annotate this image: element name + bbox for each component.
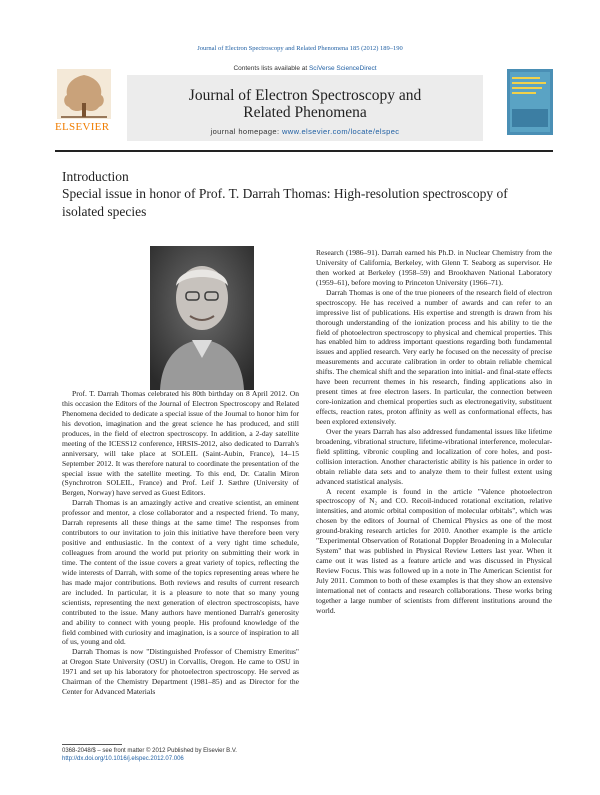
portrait-photo xyxy=(150,246,254,390)
journal-title xyxy=(127,87,483,121)
elsevier-tree-logo xyxy=(55,67,113,145)
journal-citation: Journal of Electron Spectroscopy and Related Phenomena 185 (2012) 189–190 xyxy=(197,45,403,52)
paragraph: Research (1986–91). Darrah earned his Ph.D. in Nuclear Chemistry from the University of California, Berkeley, with Glenn T. Seaborg as supervisor. He then worked at Berkeley (1958–59) and Brookhaven National Laboratory (1959–61), before moving to Princeton University (1966–71). xyxy=(316,248,552,287)
doi-link[interactable]: http://dx.doi.org/10.1016/j.elspec.2012.07.006 xyxy=(62,756,184,762)
header-center xyxy=(127,65,483,149)
paragraph: Prof. T. Darrah Thomas celebrated his 80th birthday on 8 April 2012. On this occasion the Editors of the Journal of Electron Spectroscopy and Related Phenomena decided to dedicate a special issue of the Journal to honor him for his devotion, imagination and the great science he has produced, and still produces, in the field of electron spectroscopy. In addition, a 2-day satellite meeting of the ICESS12 conference, HRSIS-2012, also dedicated to Darrah's anniversary, will take place at SOLEIL (Saint-Aubin, France), 14–15 September 2012. It was therefore natural to coordinate the presentation of the special issue with the satellite meeting. To this end, Dr. Catalin Miron (Synchrotron SOLEIL, France) and Prof. Leif J. Sæthre (University of Bergen, Norway) have served as Guest Editors. xyxy=(62,389,299,498)
journal-title-line1: Journal of Electron Spectroscopy and xyxy=(188,87,422,104)
article-title: Special issue in honor of Prof. T. Darrah Thomas: High-resolution spectroscopy of isolated species xyxy=(62,186,508,219)
paragraph: Darrah Thomas is one of the true pioneers of the research field of electron spectroscopy. He has received a number of awards and can refer to an impressive list of publications. His expertise and strength is drawn from his thorough understanding of the ionization process and his ability to tie the field of photoelectron spectroscopy to physical and chemical properties. This has enabled him to address important questions regarding both fundamental issues and applied research. Very early he focused on the necessity of precise measurements and accurate calibration in order to obtain reliable chemical shifts. The chemical shift and the separation into initial- and final-state effects have been recurrent themes in his research, finding applications also in present times at free electron lasers. In particular, the connection between core-ionization and chemical properties such as electronegativity, substituent effects, reaction rates, proton affinity as well as conformational effects, has been explored extensively. xyxy=(316,287,552,426)
journal-title-line2: Related Phenomena xyxy=(243,104,367,121)
paragraph: Darrah Thomas is now "Distinguished Professor of Chemistry Emeritus" at Oregon State University (OSU) in Corvallis, Oregon. He came to OSU in 1971 and set up his laboratory for photoelectron spectroscopy. He served as Chairman of the Chemistry Department (1981–85) and as Director for the Center for Advanced Materials xyxy=(62,647,299,697)
paragraph: A recent example is found in the article "Valence photoelectron spectroscopy of N₂ and CO. Recoil-induced rotational excitation, relative intensities, and atomic orbital composition of molecular orbitals", which was chosen by the editors of Journal of Chemical Physics as one of the most ground-braking research articles for 2010. Another example is the article "Experimental Observation of Rotational Doppler Broadening in a Molecular System" that was published in Physical Review Letters last year. When it came out it was listed as a feature article and was discussed in Physical Review Focus. This was followed up in a note in The American Scientist for July 2011. Common to both of these examples is that they show an extensive international net of contacts and research collaborations. These works bring together a large number of scientists from different institutions around the world. xyxy=(316,486,552,615)
header-rule xyxy=(55,150,553,152)
journal-header xyxy=(55,65,553,149)
article-type: Introduction xyxy=(62,169,129,184)
footer-rule xyxy=(62,744,122,745)
issn-line: 0368-2048/$ – see front matter © 2012 Published by Elsevier B.V. xyxy=(62,748,237,754)
journal-homepage xyxy=(127,127,483,136)
left-column xyxy=(62,389,299,697)
paragraph: Darrah Thomas is an amazingly active and creative scientist, an eminent professor and mentor, a close collaborator and a respected friend. To many, Darrah represents all these things at the same time! The responses from contributors to our invitation to join this initiative have therefore been very positive and enthusiastic. In the context of a very tight time schedule, colleagues from around the world put priority on submitting their work in time. The content of the issue covers a great variety of topics, reflecting the wide interests of Darrah, with some of the topics representing areas where he has made major contributions. Both reviews and results of current research are included. In particular, it is a pleasure to note that so many young scientists, representing the next generation of electron spectroscopists, have contributed to the issue. Many authors have mentioned Darrah's generosity and ability to connect with young people. His profound knowledge of the field combined with curiosity and imagination, is a source of inspiration to all of us, young and old. xyxy=(62,498,299,647)
homepage-label: journal homepage: xyxy=(210,127,282,136)
journal-cover-image xyxy=(507,69,553,135)
paragraph: Over the years Darrah has also addressed fundamental issues like lifetime broadening, vibrational structure, lifetime-vibrational interference, molecular-field splitting, vibronic coupling and localization of core holes, and post-collision interaction. Another characteristic ability is his patience in order to obtain reliable data sets and to analyze them to their fullest extent using advanced statistical analysis. xyxy=(316,426,552,486)
homepage-link[interactable]: www.elsevier.com/locate/elspec xyxy=(281,127,400,136)
publisher-name: ELSEVIER xyxy=(55,121,110,133)
sciencedirect-link[interactable]: SciVerse ScienceDirect xyxy=(308,65,377,72)
footer xyxy=(62,747,362,763)
contents-prefix: Contents lists available at xyxy=(233,65,309,72)
contents-line xyxy=(127,65,483,72)
right-column xyxy=(316,248,552,616)
